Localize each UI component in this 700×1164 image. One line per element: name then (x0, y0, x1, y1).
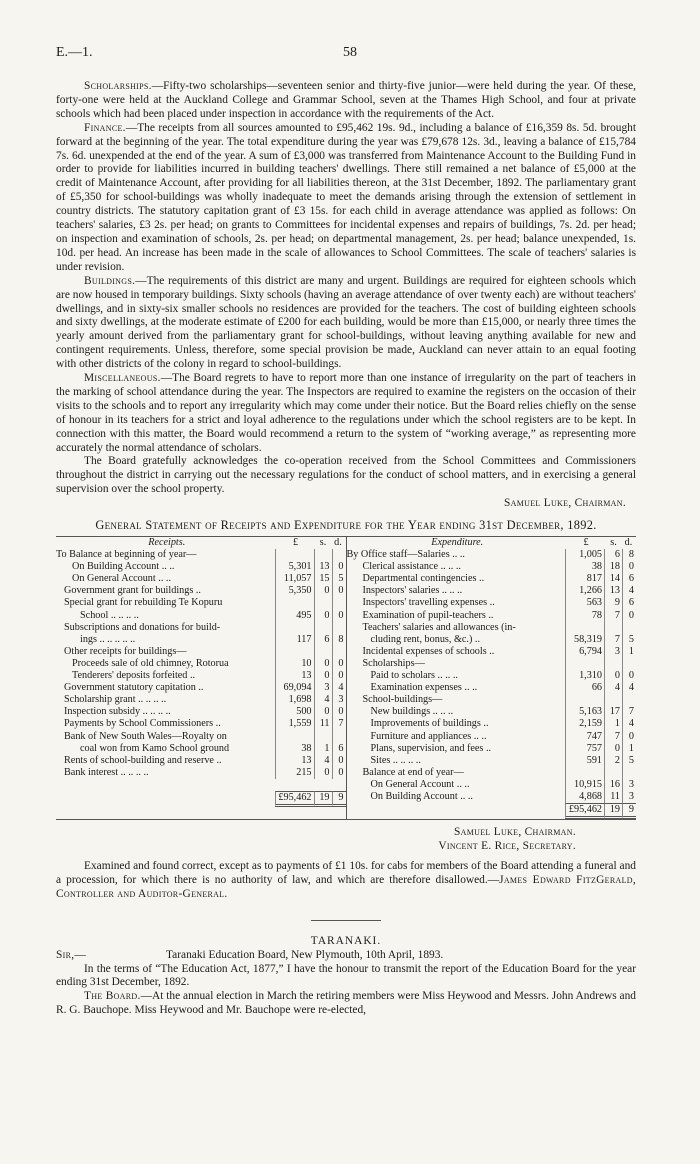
row-pounds: 13 (275, 670, 314, 682)
row-pounds: 5,350 (275, 585, 314, 597)
statement-row (347, 549, 637, 561)
receipts-total-row (56, 791, 346, 807)
row-label: Government statutory capitation .. (64, 682, 204, 694)
row-shillings: 2 (604, 755, 622, 767)
row-pounds: 1,005 (565, 549, 604, 561)
receipts-column (56, 537, 347, 819)
row-label: Incidental expenses of schools .. (362, 645, 495, 657)
row-pounds (275, 731, 314, 743)
row-pounds: 1,559 (275, 718, 314, 730)
letter-salutation: Sir,— (56, 948, 87, 961)
row-pence: 1 (622, 646, 636, 658)
row-pence: 1 (622, 743, 636, 755)
row-shillings: 7 (604, 731, 622, 743)
finance-text: —The receipts from all sources amounted to £95,462 19s. 9d., including a balance of £16,359 8s. 5d. brought forward at the beginning of the year. The total expenditure during the year was £79,678 12s. 3d., leaving a balance of £15,784 7s. 6d. unexpended at the end of the year. A sum of £3,000 was transferred from Maintenance Account to the Building Fund in order to provide for liabilities incurred in building teachers' dwellings. There still remained a net balance of £5,000 at the credit of Maintenance Account, after providing for all liabilities thereon, at the 31st December, 1892. The parliamentary grant of £5,350 for school-buildings was wholly inadequate to meet the demands arising through the extension of settlement in country districts. The statutory capitation grant of £3 15s. for each child in average attendance was applied as follows: On teachers' salaries, £3 2s. per head; on grants to Committees for incidental expenses and repairs of buildings, 7s. 2d. per head; on inspection and examination of schools, 2s. per head; on departmental management, 2s. per head; balance unexpended, 1s. 10d. per head. An increase has been made in the scale of allowances to School Committees. The scale of teachers' salaries is under revision. (56, 121, 636, 273)
row-label: Payments by School Commissioners .. (64, 718, 221, 730)
row-pence: 0 (622, 561, 636, 573)
statement-row (347, 706, 637, 718)
statement-row (56, 597, 346, 609)
statement-row (56, 622, 346, 634)
row-pence: 5 (622, 755, 636, 767)
row-label: Inspectors' salaries .. .. .. (362, 585, 463, 597)
row-label: Clerical assistance .. .. .. (362, 561, 461, 573)
row-label: Subscriptions and donations for build- (64, 621, 221, 633)
row-pounds: 747 (565, 731, 604, 743)
row-shillings: 0 (314, 706, 332, 718)
page-number: 58 (343, 45, 357, 60)
row-shillings: 15 (314, 573, 332, 585)
row-pence: 3 (332, 694, 346, 706)
row-shillings: 6 (314, 634, 332, 646)
statement-row (347, 767, 637, 779)
row-pounds: 11,057 (275, 573, 314, 585)
row-pence (622, 658, 636, 670)
row-shillings: 11 (314, 718, 332, 730)
statement-row (56, 585, 346, 597)
row-shillings: 9 (604, 597, 622, 609)
row-pounds: 1,698 (275, 694, 314, 706)
row-label: Government grant for buildings .. (64, 585, 201, 597)
row-label: ings .. .. .. .. .. (80, 633, 136, 645)
statement-row (347, 779, 637, 791)
pence-header: d. (624, 537, 633, 548)
statement-row (347, 573, 637, 585)
statement-row (56, 610, 346, 622)
row-pounds: 10,915 (565, 779, 604, 791)
row-label: On General Account .. .. (72, 573, 172, 585)
row-label: Sites .. .. .. .. (370, 754, 421, 766)
row-pounds: 215 (275, 767, 314, 779)
row-pounds: 13 (275, 755, 314, 767)
statement-row (56, 731, 346, 743)
row-pence: 6 (332, 743, 346, 755)
buildings-heading: Buildings. (84, 274, 136, 287)
statement-row (56, 682, 346, 694)
statement-row (347, 610, 637, 622)
row-shillings (314, 622, 332, 634)
statement-row (347, 634, 637, 646)
statement-row (56, 670, 346, 682)
row-label: Examination expenses .. .. (370, 682, 478, 694)
row-shillings: 7 (604, 634, 622, 646)
row-shillings: 14 (604, 573, 622, 585)
finance-paragraph (56, 122, 636, 275)
acknowledgement-paragraph: The Board gratefully acknowledges the co-operation received from the School Committees and Commissioners throughout the district in carrying out the necessary regulations for the conduct of school matters, and in exercising a general supervision over the school property. (56, 455, 636, 496)
row-pence: 5 (332, 573, 346, 585)
row-shillings: 17 (604, 706, 622, 718)
row-label: Proceeds sale of old chimney, Rotorua (72, 657, 229, 669)
row-shillings: 13 (604, 585, 622, 597)
row-label: Inspectors' travelling expenses .. (362, 597, 495, 609)
row-pence: 4 (622, 682, 636, 694)
row-pounds: 78 (565, 610, 604, 622)
row-pounds (565, 622, 604, 634)
row-shillings: 3 (314, 682, 332, 694)
row-shillings: 4 (604, 682, 622, 694)
row-label: School .. .. .. .. (80, 609, 139, 621)
row-pounds: 69,094 (275, 682, 314, 694)
row-pounds: 58,319 (565, 634, 604, 646)
row-pounds: 2,159 (565, 718, 604, 730)
row-pounds: 757 (565, 743, 604, 755)
receipts-total-pence: 9 (332, 791, 346, 807)
pounds-header: £ (292, 537, 299, 548)
row-pence: 8 (332, 634, 346, 646)
row-shillings: 0 (314, 767, 332, 779)
row-pounds: 563 (565, 597, 604, 609)
row-pounds: 495 (275, 610, 314, 622)
row-pence (332, 549, 346, 561)
row-pounds: 66 (565, 682, 604, 694)
row-label: Tenderers' deposits forfeited .. (72, 670, 196, 682)
row-pence: 4 (622, 585, 636, 597)
row-pounds: 1,266 (565, 585, 604, 597)
row-shillings: 13 (314, 561, 332, 573)
row-pence: 0 (332, 670, 346, 682)
row-pence: 0 (332, 561, 346, 573)
row-label: Scholarships— (362, 657, 425, 669)
expenditure-header (347, 537, 637, 549)
expenditure-total-row (347, 803, 637, 819)
row-pence: 0 (332, 585, 346, 597)
row-pounds (275, 549, 314, 561)
row-label: coal won from Kamo School ground (80, 742, 230, 754)
row-label: Inspection subsidy .. .. .. .. (64, 706, 171, 718)
row-shillings: 0 (604, 670, 622, 682)
audit-note (56, 860, 636, 902)
row-pounds: 4,868 (565, 791, 604, 803)
statement-row (56, 658, 346, 670)
shillings-header: s. (610, 537, 617, 548)
section-divider (311, 920, 381, 921)
row-label: By Office staff—Salaries .. .. (346, 549, 465, 561)
row-pence: 7 (622, 706, 636, 718)
row-label: Other receipts for buildings— (64, 645, 187, 657)
row-shillings: 4 (314, 755, 332, 767)
row-pence: 8 (622, 549, 636, 561)
row-pence: 0 (622, 670, 636, 682)
statement-row (347, 682, 637, 694)
row-pence (332, 646, 346, 658)
letter-intro: In the terms of “The Education Act, 1877,” I have the honour to transmit the report of the Education Board for the year ending 31st December, 1892. (56, 962, 636, 989)
row-shillings: 7 (604, 610, 622, 622)
statement-row (56, 573, 346, 585)
row-shillings (604, 658, 622, 670)
row-pence: 7 (332, 718, 346, 730)
row-shillings: 4 (314, 694, 332, 706)
row-label: Teachers' salaries and allowances (in- (362, 621, 516, 633)
row-pounds (565, 767, 604, 779)
statement-row (347, 743, 637, 755)
chairman-signature: Samuel Luke, Chairman. (504, 497, 626, 510)
row-pence (622, 622, 636, 634)
row-pence: 0 (332, 658, 346, 670)
row-shillings: 1 (604, 718, 622, 730)
row-pounds: 38 (565, 561, 604, 573)
board-heading: The Board. (84, 990, 141, 1003)
statement-row (347, 585, 637, 597)
document-reference: E.—1. (56, 45, 93, 60)
statement-row (56, 694, 346, 706)
row-label: cluding rent, bonus, &c.) .. (370, 633, 480, 645)
expenditure-total-shillings: 19 (604, 803, 622, 819)
statement-row (56, 743, 346, 755)
receipts-header (56, 537, 346, 549)
row-shillings (314, 646, 332, 658)
row-pounds: 591 (565, 755, 604, 767)
statement-row (347, 670, 637, 682)
row-pounds: 38 (275, 743, 314, 755)
row-shillings: 0 (314, 670, 332, 682)
expenditure-column (347, 537, 637, 819)
board-paragraph (56, 990, 636, 1018)
auditor-signature: James Edward FitzGerald, Controller and Auditor-General. (56, 873, 636, 900)
statement-row (347, 646, 637, 658)
row-pence: 6 (622, 597, 636, 609)
statement-row (347, 791, 637, 803)
row-label: On General Account .. .. (370, 778, 470, 790)
page-body (56, 80, 636, 1018)
statement-row (347, 561, 637, 573)
row-pounds: 500 (275, 706, 314, 718)
letter-salutation-row (56, 949, 636, 963)
statement-row (56, 767, 346, 779)
letter-place-date: Taranaki Education Board, New Plymouth, 10th April, 1893. (166, 948, 444, 961)
row-shillings: 0 (314, 658, 332, 670)
statement-secretary-signature: Vincent E. Rice, Secretary. (438, 840, 576, 853)
statement-row (347, 731, 637, 743)
shillings-header: s. (319, 537, 327, 548)
row-label: Bank of New South Wales—Royalty on (64, 730, 227, 742)
row-pence: 0 (332, 706, 346, 718)
expenditure-total-pounds: £95,462 (565, 803, 604, 819)
row-shillings: 16 (604, 779, 622, 791)
statement-row (56, 646, 346, 658)
row-shillings: 0 (314, 585, 332, 597)
row-label: Departmental contingencies .. (362, 573, 485, 585)
statement-row (347, 718, 637, 730)
receipts-total-pounds: £95,462 (275, 791, 314, 807)
audit-note-text: Examined and found correct, except as to payments of £1 10s. for cabs for members of the Board attending a funeral and a procession, for which there is no authority of law, and which are therefore disallowed.— (56, 859, 636, 886)
row-label: Furniture and appliances .. .. (370, 730, 487, 742)
receipts-rows (56, 549, 346, 779)
statement-row (347, 755, 637, 767)
row-shillings: 11 (604, 791, 622, 803)
row-label: On Building Account .. .. (370, 790, 473, 802)
statement-row (56, 718, 346, 730)
row-label: On Building Account .. .. (72, 561, 175, 573)
row-pence: 0 (332, 610, 346, 622)
row-pence (332, 622, 346, 634)
row-pence: 3 (622, 791, 636, 803)
row-pence (622, 694, 636, 706)
row-pounds: 6,794 (565, 646, 604, 658)
statement-chairman-signature: Samuel Luke, Chairman. (454, 826, 576, 839)
row-shillings: 3 (604, 646, 622, 658)
statement-row (56, 706, 346, 718)
row-label: To Balance at beginning of year— (56, 549, 197, 561)
row-pounds: 5,163 (565, 706, 604, 718)
board-text: —At the annual election in March the retiring members were Miss Heywood and Messrs. John Andrews and R. G. Bauchope. Miss Heywood and Mr. Bauchope were re-elected, (56, 990, 636, 1017)
statement-row (347, 658, 637, 670)
row-shillings (314, 731, 332, 743)
row-pounds (565, 658, 604, 670)
row-label: School-buildings— (362, 694, 443, 706)
row-pence: 0 (622, 731, 636, 743)
expenditure-total-pence: 9 (622, 803, 636, 819)
row-pounds: 1,310 (565, 670, 604, 682)
row-pence: 0 (332, 755, 346, 767)
miscellaneous-heading: Miscellaneous. (84, 372, 161, 385)
row-label: Plans, supervision, and fees .. (370, 742, 492, 754)
row-shillings: 6 (604, 549, 622, 561)
scholarships-paragraph (56, 80, 636, 122)
row-pounds: 817 (565, 573, 604, 585)
row-shillings (604, 767, 622, 779)
scholarships-heading: Scholarships. (84, 80, 152, 92)
row-shillings (314, 597, 332, 609)
receipts-total-shillings: 19 (314, 791, 332, 807)
expenditure-heading: Expenditure. (431, 537, 484, 548)
row-shillings: 0 (314, 610, 332, 622)
row-pounds (275, 597, 314, 609)
row-pence: 4 (622, 718, 636, 730)
row-label: Rents of school-building and reserve .. (64, 754, 222, 766)
row-pounds (565, 694, 604, 706)
row-label: New buildings .. .. .. (370, 706, 454, 718)
receipts-heading: Receipts. (148, 537, 186, 548)
row-pounds (275, 622, 314, 634)
row-label: Special grant for rebuilding Te Kopuru (64, 597, 223, 609)
statement-row (56, 634, 346, 646)
row-pounds: 10 (275, 658, 314, 670)
row-pence: 6 (622, 573, 636, 585)
pounds-header: £ (583, 537, 589, 548)
miscellaneous-text: —The Board regrets to have to report more than one instance of irregularity on the part of teachers in the marking of school attendance during the year. The Inspectors are required to examine the registers on the occasion of their visits to the schools and to report any irregularity which may come under their notice. But the Board relies chiefly on the sense of honour in its teachers for a strict and loyal adherence to the regulations under which the school registers are to be kept. In connection with this matter, the Board would recommend a return to the system of “working average,” as representing more accurately the normal attendance of scholars. (56, 372, 636, 454)
row-label: Scholarship grant .. .. .. .. (64, 694, 167, 706)
row-pence (332, 731, 346, 743)
row-shillings (604, 622, 622, 634)
row-pence (332, 597, 346, 609)
statement-row (347, 622, 637, 634)
expenditure-rows (347, 549, 637, 803)
buildings-paragraph (56, 275, 636, 372)
row-label: Improvements of buildings .. (370, 718, 489, 730)
row-shillings (314, 549, 332, 561)
page-header (56, 46, 644, 66)
row-label: Paid to scholars .. .. .. (370, 670, 458, 682)
statement-table (56, 536, 636, 820)
row-pence: 0 (622, 610, 636, 622)
statement-title: General Statement of Receipts and Expenditure for the Year ending 31st December, 1892. (95, 518, 597, 533)
row-pence (622, 767, 636, 779)
scholarships-text: —Fifty-two scholarships—seventeen senior and thirty-five junior—were held during the year. Of these, forty-one were held at the Auckland College and Grammar School, seven at the Thames High School, and four at private schools which had been placed under inspection in accordance with the requirements of the Act. (56, 80, 636, 120)
statement-row (347, 694, 637, 706)
statement-row (56, 561, 346, 573)
finance-heading: Finance. (84, 121, 126, 134)
row-pounds (275, 646, 314, 658)
row-shillings: 0 (604, 743, 622, 755)
row-shillings: 1 (314, 743, 332, 755)
row-pence: 3 (622, 779, 636, 791)
row-label: Examination of pupil-teachers .. (362, 609, 494, 621)
row-pounds: 5,301 (275, 561, 314, 573)
row-label: Balance at end of year— (362, 766, 464, 778)
buildings-text: —The requirements of this district are many and urgent. Buildings are required for eighteen schools which are now housed in temporary buildings. Sixty schools (having an average attendance of over twenty each) are without teachers' dwellings, and in sixty-six smaller schools no residences are provided for the teachers. The cost of building eighteen schools and sixty dwellings, at the moderate estimate of £200 for each building, would be more than £15,000, or nearly three times the yearly amount derived from the parliamentary grant for school-buildings, without leaving anything available for new and contingent requirements. Unless, therefore, some special provision be made, Auckland can never attain to an equal footing with other districts of the colony in regard to school-buildings. (56, 274, 636, 371)
statement-row (56, 549, 346, 561)
pence-header: d. (334, 537, 342, 548)
row-pounds: 117 (275, 634, 314, 646)
row-pence: 0 (332, 767, 346, 779)
row-pence: 4 (332, 682, 346, 694)
statement-row (347, 597, 637, 609)
miscellaneous-paragraph (56, 372, 636, 455)
row-shillings (604, 694, 622, 706)
row-shillings: 18 (604, 561, 622, 573)
statement-row (56, 755, 346, 767)
row-label: Bank interest .. .. .. .. (64, 766, 149, 778)
row-pence: 5 (622, 634, 636, 646)
taranaki-heading: TARANAKI. (310, 934, 382, 947)
